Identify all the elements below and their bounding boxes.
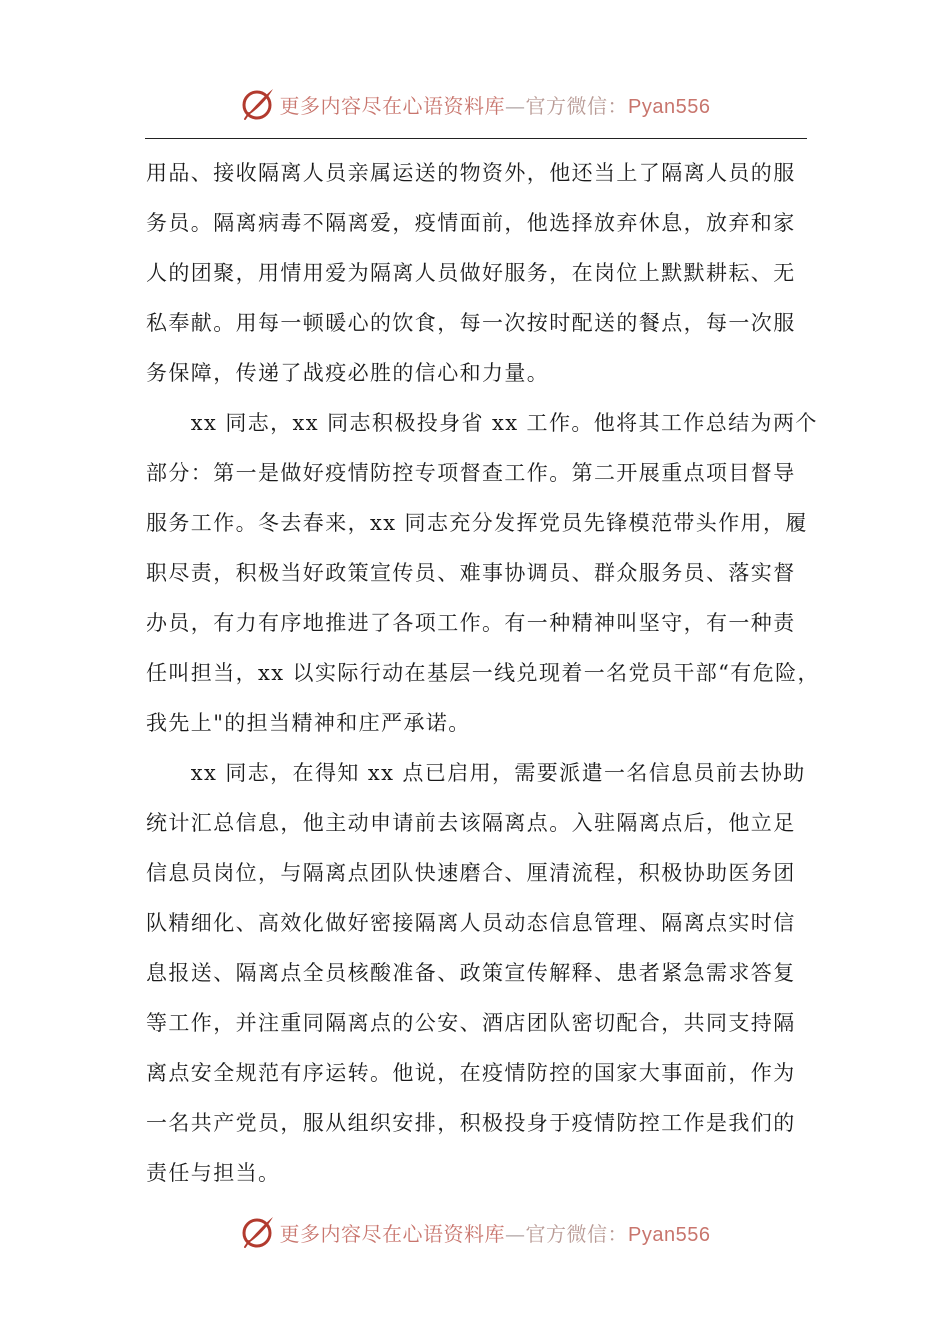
- header-banner: [0, 84, 950, 124]
- text-line: 人的团聚，用情用爱为隔离人员做好服务，在岗位上默默耕耘、无: [146, 261, 796, 285]
- banner-main-text: 更多内容尽在心语资料库: [279, 1221, 506, 1246]
- text-line: 服务工作。冬去春来，xx 同志充分发挥党员先锋模范带头作用，履: [146, 511, 808, 535]
- text-line: 部分：第一是做好疫情防控专项督查工作。第二开展重点项目督导: [146, 461, 796, 485]
- quill-logo-icon: [240, 1214, 276, 1250]
- paragraph: [146, 148, 798, 398]
- text-line: 务员。隔离病毒不隔离爱，疫情面前，他选择放弃休息，放弃和家: [146, 211, 796, 235]
- text-line: 统计汇总信息，他主动申请前去该隔离点。入驻隔离点后，他立足: [146, 811, 796, 835]
- text-line: 队精细化、高效化做好密接隔离人员动态信息管理、隔离点实时信: [146, 911, 796, 935]
- text-line: 一名共产党员，服从组织安排，积极投身于疫情防控工作是我们的: [146, 1111, 796, 1135]
- quill-logo-icon: [240, 86, 276, 122]
- text-line: xx 同志，在得知 xx 点已启用，需要派遣一名信息员前去协助: [146, 761, 806, 785]
- banner-separator: —: [505, 93, 526, 118]
- banner-wechat-account: Pyan556: [628, 1223, 711, 1246]
- banner-separator: —: [505, 1221, 526, 1246]
- header-banner-text: [280, 90, 711, 119]
- text-line: 职尽责，积极当好政策宣传员、难事协调员、群众服务员、落实督: [146, 561, 796, 585]
- text-line: 务保障，传递了战疫必胜的信心和力量。: [146, 361, 550, 385]
- footer-banner: [0, 1212, 950, 1252]
- banner-main-text: 更多内容尽在心语资料库: [279, 93, 506, 118]
- text-line: 我先上"的担当精神和庄严承诺。: [146, 711, 471, 735]
- paragraph: [146, 398, 820, 748]
- header-divider: [145, 138, 807, 139]
- text-line: xx 同志，xx 同志积极投身省 xx 工作。他将其工作总结为两个: [146, 411, 818, 435]
- paragraph: [146, 748, 806, 1198]
- text-line: 责任与担当。: [146, 1161, 281, 1185]
- text-line: 离点安全规范有序运转。他说，在疫情防控的国家大事面前，作为: [146, 1061, 796, 1085]
- text-line: 息报送、隔离点全员核酸准备、政策宣传解释、患者紧急需求答复: [146, 961, 796, 985]
- banner-wechat-label: 官方微信：: [525, 93, 629, 118]
- text-line: 用品、接收隔离人员亲属运送的物资外，他还当上了隔离人员的服: [146, 161, 796, 185]
- text-line: 办员，有力有序地推进了各项工作。有一种精神叫坚守，有一种责: [146, 611, 796, 635]
- text-line: 私奉献。用每一顿暖心的饮食，每一次按时配送的餐点，每一次服: [146, 311, 796, 335]
- text-line: 任叫担当，xx 以实际行动在基层一线兑现着一名党员干部“有危险，: [146, 661, 820, 685]
- footer-banner-text: [280, 1218, 711, 1247]
- document-body: [146, 148, 820, 1198]
- text-line: 等工作，并注重同隔离点的公安、酒店团队密切配合，共同支持隔: [146, 1011, 796, 1035]
- banner-wechat-account: Pyan556: [628, 95, 711, 118]
- text-line: 信息员岗位，与隔离点团队快速磨合、厘清流程，积极协助医务团: [146, 861, 796, 885]
- banner-wechat-label: 官方微信：: [525, 1221, 629, 1246]
